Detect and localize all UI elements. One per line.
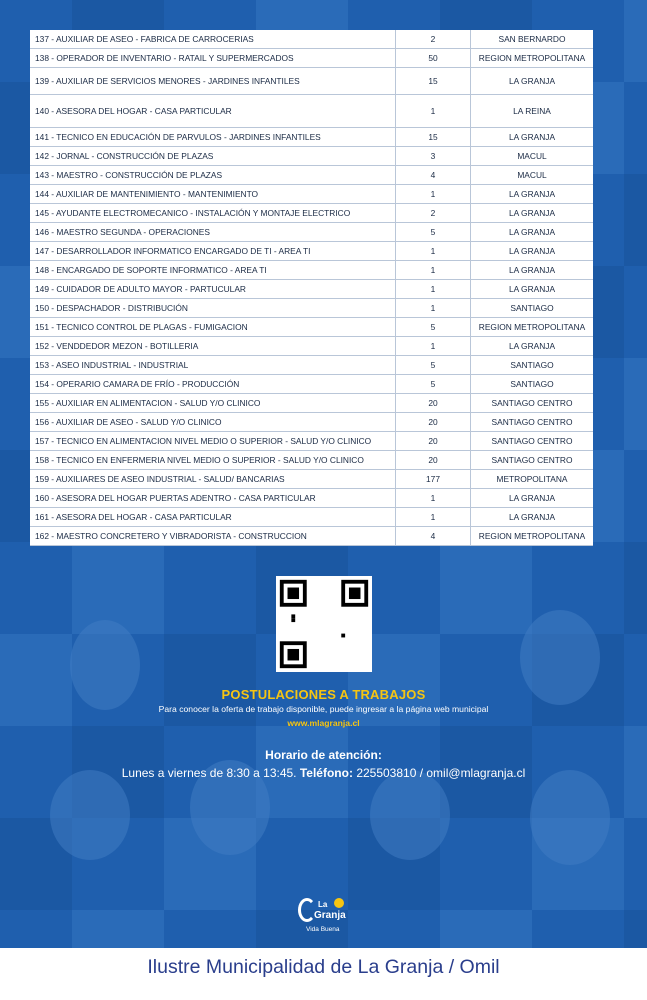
cta-url-link[interactable]: www.mlagranja.cl [287, 718, 360, 728]
location-cell: SANTIAGO CENTRO [471, 432, 594, 451]
table-row [30, 95, 593, 128]
table-row [30, 166, 593, 185]
table-row [30, 49, 593, 68]
logo-tagline: Vida Buena [306, 926, 340, 933]
vacancies-cell: 1 [396, 299, 471, 318]
hours-schedule: Lunes a viernes de 8:30 a 13:45. [121, 766, 297, 780]
table-row [30, 261, 593, 280]
job-title-cell: 154 - OPERARIO CAMARA DE FRÍO - PRODUCCIÓN [30, 375, 396, 394]
table-row [30, 30, 593, 49]
vacancies-cell: 4 [396, 166, 471, 185]
job-title-cell: 162 - MAESTRO CONCRETERO Y VIBRADORISTA - CONSTRUCCION [30, 527, 396, 546]
location-cell: REGION METROPOLITANA [471, 318, 594, 337]
phone-label: Teléfono: [299, 766, 353, 780]
vacancies-cell: 5 [396, 375, 471, 394]
location-cell: LA GRANJA [471, 261, 594, 280]
location-cell: MACUL [471, 166, 594, 185]
table-row [30, 432, 593, 451]
location-cell: REGION METROPOLITANA [471, 527, 594, 546]
vacancies-cell: 2 [396, 204, 471, 223]
job-title-cell: 153 - ASEO INDUSTRIAL - INDUSTRIAL [30, 356, 396, 375]
table-row [30, 223, 593, 242]
table-row [30, 299, 593, 318]
table-row [30, 413, 593, 432]
job-title-cell: 152 - VENDDEDOR MEZON - BOTILLERIA [30, 337, 396, 356]
vacancies-cell: 20 [396, 451, 471, 470]
vacancies-cell: 177 [396, 470, 471, 489]
vacancies-cell: 50 [396, 49, 471, 68]
background-tile [624, 910, 647, 948]
table-row [30, 68, 593, 95]
background-tile [440, 910, 532, 948]
background-tile [624, 0, 647, 82]
job-title-cell: 158 - TECNICO EN ENFERMERIA NIVEL MEDIO O SUPERIOR - SALUD Y/O CLINICO [30, 451, 396, 470]
vacancies-cell: 20 [396, 413, 471, 432]
vacancies-cell: 20 [396, 394, 471, 413]
table-row [30, 451, 593, 470]
job-title-cell: 151 - TECNICO CONTROL DE PLAGAS - FUMIGACION [30, 318, 396, 337]
footer-text: Ilustre Municipalidad de La Granja / Omil [147, 956, 500, 978]
location-cell: SANTIAGO CENTRO [471, 394, 594, 413]
table-row [30, 147, 593, 166]
cta-text: Para conocer la oferta de trabajo disponible, puede ingresar a la página web municipal [158, 704, 489, 714]
job-title-cell: 160 - ASESORA DEL HOGAR PUERTAS ADENTRO - CASA PARTICULAR [30, 489, 396, 508]
table-row [30, 185, 593, 204]
location-cell: SANTIAGO CENTRO [471, 451, 594, 470]
contact-info: 225503810 / omil@mlagranja.cl [356, 766, 526, 780]
location-cell: SANTIAGO [471, 299, 594, 318]
job-title-cell: 142 - JORNAL - CONSTRUCCIÓN DE PLAZAS [30, 147, 396, 166]
table-row [30, 280, 593, 299]
location-cell: MACUL [471, 147, 594, 166]
hours-text [0, 766, 647, 780]
vacancies-cell: 1 [396, 185, 471, 204]
job-title-cell: 146 - MAESTRO SEGUNDA - OPERACIONES [30, 223, 396, 242]
table-row [30, 470, 593, 489]
table-row [30, 356, 593, 375]
logo-la-text: La [318, 900, 328, 909]
logo-sun-icon [334, 898, 344, 908]
location-cell: LA GRANJA [471, 128, 594, 147]
job-title-cell: 140 - ASESORA DEL HOGAR - CASA PARTICULAR [30, 95, 396, 128]
table-row [30, 318, 593, 337]
worker-silhouette-icon [370, 770, 450, 860]
footer [0, 948, 647, 1000]
location-cell: LA GRANJA [471, 204, 594, 223]
background-tile [624, 358, 647, 450]
job-title-cell: 141 - TECNICO EN EDUCACIÓN DE PARVULOS - JARDINES INFANTILES [30, 128, 396, 147]
location-cell: SANTIAGO CENTRO [471, 413, 594, 432]
background-tile [440, 542, 532, 634]
job-title-cell: 143 - MAESTRO - CONSTRUCCIÓN DE PLAZAS [30, 166, 396, 185]
table-row [30, 489, 593, 508]
table-row [30, 508, 593, 527]
jobs-table [30, 30, 593, 546]
job-title-cell: 157 - TECNICO EN ALIMENTACION NIVEL MEDIO O SUPERIOR - SALUD Y/O CLINICO [30, 432, 396, 451]
vacancies-cell: 2 [396, 30, 471, 49]
job-title-cell: 144 - AUXILIAR DE MANTENIMIENTO - MANTENIMIENTO [30, 185, 396, 204]
job-title-cell: 155 - AUXILIAR EN ALIMENTACION - SALUD Y/O CLINICO [30, 394, 396, 413]
job-title-cell: 161 - ASESORA DEL HOGAR - CASA PARTICULAR [30, 508, 396, 527]
background-tile [624, 174, 647, 266]
table-row [30, 242, 593, 261]
hours-title: Horario de atención: [265, 748, 382, 762]
job-title-cell: 145 - AYUDANTE ELECTROMECANICO - INSTALACIÓN Y MONTAJE ELECTRICO [30, 204, 396, 223]
background-tile [72, 910, 164, 948]
location-cell: REGION METROPOLITANA [471, 49, 594, 68]
vacancies-cell: 5 [396, 318, 471, 337]
background-tile [72, 542, 164, 634]
job-title-cell: 139 - AUXILIAR DE SERVICIOS MENORES - JARDINES INFANTILES [30, 68, 396, 95]
background-tile [624, 542, 647, 634]
location-cell: LA GRANJA [471, 242, 594, 261]
table-row [30, 204, 593, 223]
job-title-cell: 150 - DESPACHADOR - DISTRIBUCIÓN [30, 299, 396, 318]
location-cell: LA REINA [471, 95, 594, 128]
qr-code[interactable] [276, 576, 372, 672]
location-cell: METROPOLITANA [471, 470, 594, 489]
job-title-cell: 148 - ENCARGADO DE SOPORTE INFORMATICO - AREA TI [30, 261, 396, 280]
location-cell: LA GRANJA [471, 68, 594, 95]
vacancies-cell: 4 [396, 527, 471, 546]
vacancies-cell: 1 [396, 95, 471, 128]
job-title-cell: 137 - AUXILIAR DE ASEO - FABRICA DE CARROCERIAS [30, 30, 396, 49]
location-cell: LA GRANJA [471, 489, 594, 508]
location-cell: LA GRANJA [471, 223, 594, 242]
location-cell: SAN BERNARDO [471, 30, 594, 49]
job-title-cell: 159 - AUXILIARES DE ASEO INDUSTRIAL - SALUD/ BANCARIAS [30, 470, 396, 489]
table-row [30, 128, 593, 147]
job-title-cell: 149 - CUIDADOR DE ADULTO MAYOR - PARTUCULAR [30, 280, 396, 299]
job-title-cell: 147 - DESARROLLADOR INFORMATICO ENCARGADO DE TI - AREA TI [30, 242, 396, 261]
location-cell: LA GRANJA [471, 508, 594, 527]
vacancies-cell: 1 [396, 242, 471, 261]
vacancies-cell: 1 [396, 261, 471, 280]
table-row [30, 337, 593, 356]
vacancies-cell: 1 [396, 280, 471, 299]
cta-title: POSTULACIONES A TRABAJOS [221, 687, 426, 702]
job-title-cell: 156 - AUXILIAR DE ASEO - SALUD Y/O CLINICO [30, 413, 396, 432]
location-cell: LA GRANJA [471, 337, 594, 356]
job-title-cell: 138 - OPERADOR DE INVENTARIO - RATAIL Y SUPERMERCADOS [30, 49, 396, 68]
vacancies-cell: 15 [396, 128, 471, 147]
table-row [30, 375, 593, 394]
location-cell: LA GRANJA [471, 185, 594, 204]
vacancies-cell: 5 [396, 223, 471, 242]
table-row [30, 527, 593, 546]
vacancies-cell: 15 [396, 68, 471, 95]
worker-silhouette-icon [50, 770, 130, 860]
logo-granja-text: Granja [314, 910, 346, 921]
worker-silhouette-icon [530, 770, 610, 865]
table-row [30, 394, 593, 413]
location-cell: SANTIAGO [471, 356, 594, 375]
vacancies-cell: 5 [396, 356, 471, 375]
vacancies-cell: 1 [396, 337, 471, 356]
location-cell: LA GRANJA [471, 280, 594, 299]
vacancies-cell: 1 [396, 489, 471, 508]
qr-code-image [276, 576, 372, 672]
vacancies-cell: 1 [396, 508, 471, 527]
vacancies-cell: 3 [396, 147, 471, 166]
vacancies-cell: 20 [396, 432, 471, 451]
municipality-logo [296, 896, 356, 942]
location-cell: SANTIAGO [471, 375, 594, 394]
